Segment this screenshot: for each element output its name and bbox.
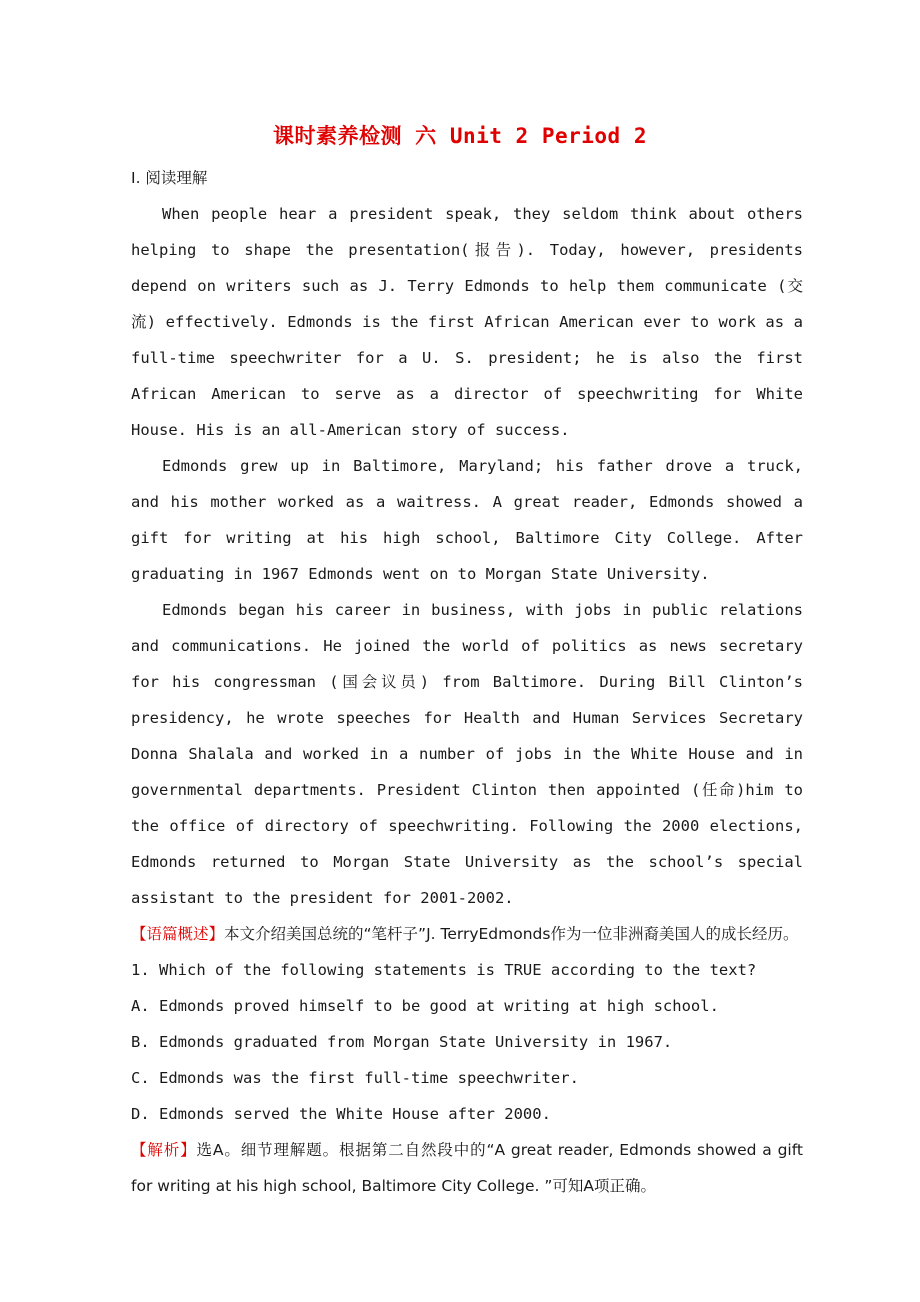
page-title: 课时素养检测 六 Unit 2 Period 2 <box>273 124 647 148</box>
answer-option: A. Edmonds proved himself to be good at writing at high school. <box>131 997 719 1015</box>
summary-text: 本文介绍美国总统的“笔杆子”J. TerryEdmonds作为一位非洲裔美国人的成长经历。 <box>224 925 799 943</box>
passage-paragraph: When people hear a president speak, they seldom think about others helping to shape the presentation(报告). Today, however, presidents depend on writers such as J. Terry Edmonds to help them communicate (交流) effectively. Edmonds is the first African American ever to work as a full-time speechwriter for a U. S. president; he is also the first African American to serve as a director of speechwriting for White House. His is an all-American story of success. <box>131 205 803 439</box>
answer-option: D. Edmonds served the White House after 2000. <box>131 1105 551 1123</box>
answer-option: B. Edmonds graduated from Morgan State University in 1967. <box>131 1033 673 1051</box>
analysis-label: 【解析】 <box>131 1141 197 1159</box>
question-stem: 1. Which of the following statements is TRUE according to the text? <box>131 961 757 979</box>
answer-option: C. Edmonds was the first full-time speechwriter. <box>131 1069 579 1087</box>
section-heading: Ⅰ. 阅读理解 <box>131 169 208 187</box>
document-body <box>131 160 803 1204</box>
analysis-text: 选A。细节理解题。根据第二自然段中的“A great reader, Edmonds showed a gift for writing at his high school, Baltimore City College. ”可知A项正确。 <box>131 1141 803 1195</box>
passage-paragraph: Edmonds grew up in Baltimore, Maryland; his father drove a truck, and his mother worked as a waitress. A great reader, Edmonds showed a gift for writing at his high school, Baltimore City College. After graduating in 1967 Edmonds went on to Morgan State University. <box>131 457 803 583</box>
passage-paragraph: Edmonds began his career in business, with jobs in public relations and communications. He joined the world of politics as news secretary for his congressman (国会议员) from Baltimore. During Bill Clinton’s presidency, he wrote speeches for Health and Human Services Secretary Donna Shalala and worked in a number of jobs in the White House and in governmental departments. President Clinton then appointed (任命)him to the office of directory of speechwriting. Following the 2000 elections, Edmonds returned to Morgan State University as the school’s special assistant to the president for 2001-2002. <box>131 601 803 907</box>
answer-analysis <box>131 1132 803 1204</box>
passage-summary <box>131 916 803 952</box>
summary-label: 【语篇概述】 <box>131 925 225 943</box>
